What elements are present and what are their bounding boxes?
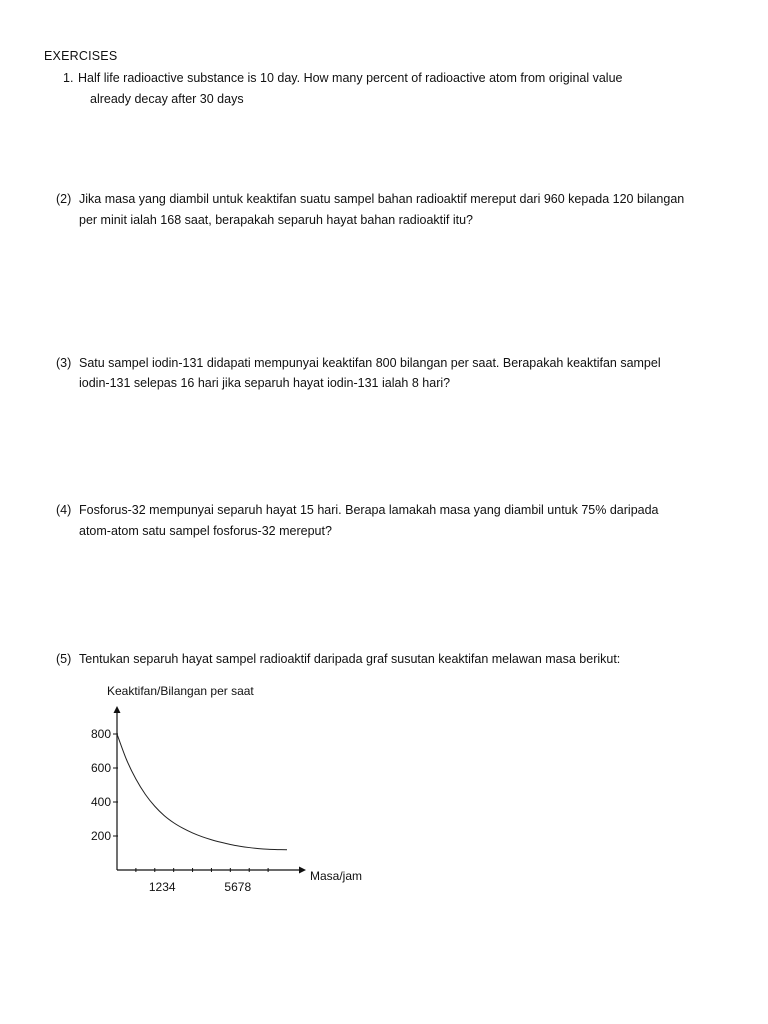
q1-text-line1: Half life radioactive substance is 10 day. How many percent of radioactive atom from original value	[78, 71, 623, 85]
q5-text-line1: Tentukan separuh hayat sampel radioaktif daripada graf susutan keaktifan melawan masa berikut:	[79, 652, 621, 666]
x-tick-label: 1234	[148, 880, 176, 894]
q2-text-line2: per minit ialah 168 saat, berapakah separuh hayat bahan radioaktif itu?	[79, 213, 474, 227]
y-tick-label: 800	[90, 727, 111, 741]
x-axis-arrow	[299, 867, 306, 874]
x-axis-title: Masa/jam	[310, 869, 363, 883]
x-tick-label: 5678	[224, 880, 252, 894]
y-tick-label: 400	[90, 795, 111, 809]
ticks-layer	[113, 734, 268, 872]
q4-text-line1: Fosforus-32 mempunyai separuh hayat 15 hari. Berapa lamakah masa yang diambil untuk 75% daripada	[79, 503, 659, 517]
q2-number: (2)	[56, 192, 72, 206]
q3-text-line2: iodin-131 selepas 16 hari jika separuh hayat iodin-131 ialah 8 hari?	[79, 376, 451, 390]
y-axis-arrow	[114, 706, 121, 713]
q3-text-line1: Satu sampel iodin-131 didapati mempunyai keaktifan 800 bilangan per saat. Berapakah keaktifan sampel	[79, 356, 661, 370]
exercises-heading: EXERCISES	[44, 49, 118, 63]
q4-number: (4)	[56, 503, 72, 517]
y-tick-label: 600	[90, 761, 111, 775]
q1-text-line2: already decay after 30 days	[90, 92, 244, 106]
q2-text-line1: Jika masa yang diambil untuk keaktifan suatu sampel bahan radioaktif mereput dari 960 kepada 120 bilangan	[79, 192, 685, 206]
y-tick-label: 200	[90, 829, 111, 843]
decay-graph	[0, 670, 420, 910]
labels-layer	[91, 684, 362, 894]
decay-curve	[117, 734, 287, 850]
q1-number: 1.	[63, 71, 74, 85]
curve-layer	[117, 734, 287, 850]
q5-number: (5)	[56, 652, 72, 666]
q3-number: (3)	[56, 356, 72, 370]
y-axis-title: Keaktifan/Bilangan per saat	[107, 684, 254, 698]
q4-text-line2: atom-atom satu sampel fosforus-32 mereput?	[79, 524, 332, 538]
